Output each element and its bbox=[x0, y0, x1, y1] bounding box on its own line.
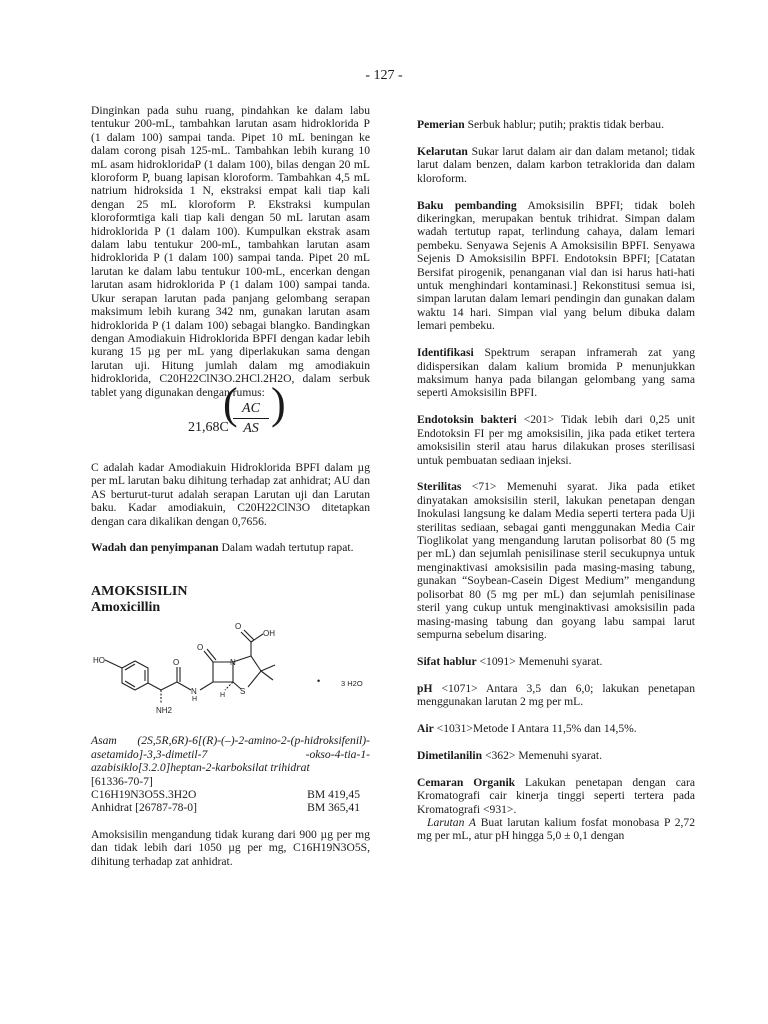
formula-fraction bbox=[233, 402, 269, 436]
label-sulfur: S bbox=[240, 687, 246, 697]
sifat-label: Sifat hablur bbox=[417, 654, 477, 668]
air-section bbox=[417, 722, 695, 735]
label-carboxyl-oh: OH bbox=[263, 629, 275, 639]
amoxicillin-structure-diagram bbox=[85, 618, 370, 730]
cemaran-section bbox=[417, 776, 695, 816]
sterilitas-section bbox=[417, 480, 695, 641]
sterilitas-label: Sterilitas bbox=[417, 480, 462, 494]
label-ho: HO bbox=[93, 656, 105, 666]
ph-section bbox=[417, 682, 695, 709]
pemerian-section bbox=[417, 118, 695, 131]
molecular-weight: BM 419,45 bbox=[307, 788, 360, 801]
identifikasi-text: Spektrum serapan inframerah zat yang didispersikan dalam kalium bromida P menunjukkan maksimum hanya pada bilangan gelombang yang sama seperti Amoksisilin BPFI. bbox=[417, 346, 695, 400]
baku-text: Amoksisilin BPFI; tidak boleh dikeringkan, merupakan bentuk trihidrat. Simpan dalam wadah tertutup rapat, terlindung cahaya, dalam lemari pembeku. Senyawa Sejenis A Amoksisilin BPFI. Senyawa Sejenis D Amoksisilin BPFI. Endotoksin BPFI; [Catatan Bersifat pirogenik, penanganan vial dan isi harus hati-hati untuk menghindari kontaminasi.] Rekonstitusi semua isi, simpan larutan dalam lemari pendingin dan gunakan dalam waktu 14 hari. Simpan vial yang belum dibuka dalam lemari pembeku. bbox=[417, 198, 695, 333]
label-amide-h: H bbox=[192, 696, 198, 704]
label-nh2: NH2 bbox=[156, 706, 173, 716]
kelarutan-text: Sukar larut dalam air dan dalam metanol; tidak larut dalam benzen, dalam karbon tetraklorida dan dalam kloroform. bbox=[417, 144, 695, 185]
kelarutan-section bbox=[417, 145, 695, 185]
sifat-text: <1091> Memenuhi syarat. bbox=[479, 654, 603, 668]
formula-denominator: AS bbox=[243, 421, 259, 437]
fraction-bar bbox=[233, 418, 269, 419]
formula-coefficient: 21,68C bbox=[188, 419, 229, 435]
label-water: 3 H2O bbox=[341, 679, 363, 689]
monograph-name: AMOKSISILIN bbox=[91, 584, 188, 600]
baku-label: Baku pembanding bbox=[417, 198, 517, 212]
pemerian-label: Pemerian bbox=[417, 118, 465, 131]
air-label: Air bbox=[417, 722, 434, 736]
larutan-a-label: Larutan A bbox=[427, 816, 476, 830]
monograph-latin-name: Amoxicillin bbox=[91, 600, 161, 616]
wadah-section bbox=[91, 541, 370, 554]
label-amide-o: O bbox=[173, 658, 180, 668]
formula-numerator: AC bbox=[242, 400, 260, 416]
dimetilanilin-section bbox=[417, 749, 695, 762]
anhydrous-formula: Anhidrat [26787-78-0] bbox=[91, 801, 197, 815]
wadah-label: Wadah dan penyimpanan bbox=[91, 540, 219, 554]
ph-label: pH bbox=[417, 681, 433, 695]
formula-left-paren: ( bbox=[223, 378, 238, 428]
monograph-title bbox=[91, 584, 370, 616]
label-bridge-h: H bbox=[220, 692, 226, 700]
larutan-a-section bbox=[417, 816, 695, 843]
kelarutan-label: Kelarutan bbox=[417, 144, 468, 158]
label-ring-n: N bbox=[230, 658, 236, 668]
iupac-name: Asam (2S,5R,6R)-6[(R)-(–)-2-amino-2-(p-hidroksifenil)-asetamido]-3,3-dimetil-7 -okso-4-tia-1-azabisiklo[3.2.0]heptan-2-karboksilat trihidrat bbox=[91, 734, 370, 775]
wadah-text: Dalam wadah tertutup rapat. bbox=[221, 540, 354, 554]
right-column bbox=[417, 118, 695, 843]
calculation-formula bbox=[91, 378, 370, 461]
anhydrous-weight: BM 365,41 bbox=[307, 801, 360, 815]
sifat-section bbox=[417, 655, 695, 668]
pemerian-text: Serbuk hablur; putih; praktis tidak berbau. bbox=[467, 118, 664, 131]
benzene-ring bbox=[122, 661, 148, 690]
cemaran-text: Lakukan penetapan dengan cara Kromatografi cair kinerja tinggi seperti tertera pada Kromatografi <931>. bbox=[417, 775, 695, 816]
formula-right-paren: ) bbox=[271, 378, 286, 428]
endotoksin-label: Endotoksin bakteri bbox=[417, 413, 517, 427]
molecular-formula: C16H19N3O5S.3H2O bbox=[91, 788, 197, 801]
assay-procedure-paragraph: Dinginkan pada suhu ruang, pindahkan ke dalam labu tentukur 200-mL, tambahkan larutan asam hidroklorida P (1 dalam 100) sampai tanda. Pipet 10 mL beningan ke dalam corong pisah 125-mL. Tambahkan lebih kurang 10 mL asam hidrokloridaP (1 dalam 100), bilas dengan 20 mL kloroform P, buang lapisan kloroform. Tambahkan 4,5 mL natrium hidroksida 1 N, ekstraksi empat kali tiap kali dengan 25 mL kloroform P. Ekstraksi kumpulan kloroformtiga kali tiap kali dengan 50 mL larutan asam hidroklorida P (1 dalam 100). Kumpulkan ekstrak asam dalam labu tentukur 200-mL, tambahkan larutan asam hidroklorida P (1 dalam 100) sampai tanda. Pipet 20 mL larutan ke dalam labu tentukur 100-mL, encerkan dengan larutan asam hidroklorida P (1 dalam 100) sampai tanda. Ukur serapan larutan pada panjang gelombang serapan maksimum lebih kurang 342 nm, gunakan larutan asam hidroklorida P (1 dalam 100) sebagai blangko. Bandingkan dengan Amodiakuin Hidroklorida BPFI dengan kadar lebih kurang 15 µg per mL yang diperlakukan sama dengan larutan uji. Hitung jumlah dalam mg amodiakuin hidroklorida, C20H22ClN3O.2HCl.2H2O, dalam serbuk tablet yang digunakan dengan rumus: bbox=[91, 104, 370, 399]
baku-section bbox=[417, 199, 695, 333]
content-requirement: Amoksisilin mengandung tidak kurang dari 900 µg per mg dan tidak lebih dari 1050 µg per mg, C16H19N3O5S, dihitung terhadap zat anhidrat. bbox=[91, 827, 370, 868]
formula-explanation: C adalah kadar Amodiakuin Hidroklorida BPFI dalam µg per mL larutan baku dihitung terhadap zat anhidrat; AU dan AS berturut-turut adalah serapan Larutan uji dan Larutan baku. Kadar amodiakuin, C20H22ClN3O ditetapkan dengan cara dikalikan dengan 0,7656. bbox=[91, 460, 370, 528]
structure-svg bbox=[85, 618, 375, 730]
label-amide-n: N bbox=[191, 687, 197, 697]
label-lactam-o: O bbox=[197, 643, 204, 653]
endotoksin-text: <201> Tidak lebih dari 0,25 unit Endotoksin FI per mg amoksisilin, jika pada etiket tertera amoksisilin steril atau harus dilakukan proses sterilisasi untuk pembuatan sediaan injeksi. bbox=[417, 413, 695, 467]
air-text: <1031>Metode I Antara 11,5% dan 14,5%. bbox=[436, 722, 637, 736]
ph-text: <1071> Antara 3,5 dan 6,0; lakukan penetapan menggunakan larutan 2 mg per mL. bbox=[417, 681, 695, 709]
dimetilanilin-label: Dimetilanilin bbox=[417, 748, 483, 762]
endotoksin-section bbox=[417, 413, 695, 467]
label-dot: • bbox=[317, 676, 321, 687]
anhydrous-row bbox=[91, 801, 370, 814]
cemaran-label: Cemaran Organik bbox=[417, 775, 516, 789]
larutan-a-text: Buat larutan kalium fosfat monobasa P 2,72 mg per mL, atur pH hingga 5,0 ± 0,1 dengan bbox=[417, 816, 695, 843]
page-number: - 127 - bbox=[365, 68, 403, 83]
identifikasi-label: Identifikasi bbox=[417, 346, 474, 360]
label-carboxyl-o: O bbox=[235, 622, 242, 632]
sterilitas-text: <71> Memenuhi syarat. Jika pada etiket dinyatakan amoksisilin steril, lakukan penetapan dengan Inokulasi langsung ke dalam Media seperti tertera pada Uji sterilitas sediaan, sebagai ganti menggunakan Media Cair Tioglikolat yang mengandung larutan polisorbat 80 (5 mg per mL) dan sejumlah penisilinase steril secukupnya untuk menginaktivasi amoksisilin pada masing-masing tabung, gunakan “Soybean-Casein Digest Medium” mengandung polisorbat 80 (5 mg per mL) dan sejumlah penisilinase steril yang cukup untuk menginaktivasi amoksisilin pada masing-masing tabung dan goyang labu sampai larut sempurna sebelum disaring. bbox=[417, 480, 695, 641]
dimetilanilin-text: <362> Memenuhi syarat. bbox=[484, 748, 603, 762]
identifikasi-section bbox=[417, 346, 695, 400]
left-column bbox=[91, 104, 370, 868]
cas-number: [61336-70-7] bbox=[91, 774, 153, 788]
molecular-formula-row bbox=[91, 788, 370, 801]
